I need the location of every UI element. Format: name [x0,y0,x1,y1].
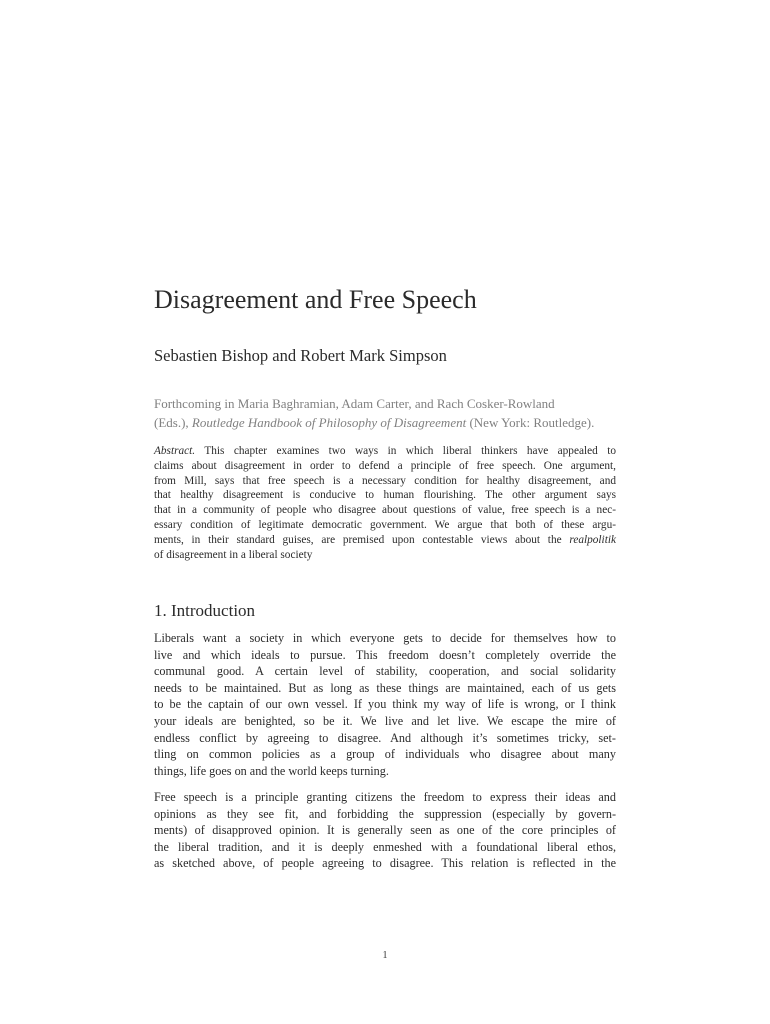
paragraph-line: to be the captain of our own vessel. If you think my way of life is wrong, or I think [154,697,616,712]
paragraph-line: ments) of disapproved opinion. It is generally seen as one of the core principles of [154,823,616,838]
page-number: 1 [382,950,388,961]
paragraph-line: needs to be maintained. But as long as these things are maintained, each of us gets [154,680,616,695]
abstract-line: from Mill, says that free speech is a necessary condition for healthy disagreement, and [154,474,616,487]
publication-note-post: (New York: Routledge). [466,415,595,430]
paragraph-line: communal good. A certain level of stability, cooperation, and social solidarity [154,664,616,679]
paragraph-line: your ideals are benighted, so be it. We live and let live. We escape the mire of [154,713,616,728]
paragraph-line: opinions as they see fit, and forbidding the suppression (especially by govern- [154,806,616,821]
abstract-line: ments, in their standard guises, are premised upon contestable views about the realpolitik [154,533,616,546]
handbook-title: Routledge Handbook of Philosophy of Disagreement [191,415,467,430]
abstract-label: Abstract. [154,445,196,457]
paragraph-line: as sketched above, of people agreeing to disagree. This relation is reflected in the [154,856,616,871]
body-paragraph-2 [154,789,616,872]
paragraph-line: tling on common policies as a group of individuals who disagree about many [154,747,616,762]
paragraph-line: things, life goes on and the world keeps turning. [154,763,389,778]
abstract-line: of disagreement in a liberal society [154,548,313,561]
paragraph-line: endless conflict by agreeing to disagree. And although it’s sometimes tricky, set- [154,730,616,745]
paragraph-line: Liberals want a society in which everyone gets to decide for themselves how to [154,631,616,645]
body-paragraph-1 [154,630,616,779]
publication-note-pre: (Eds.), [154,415,192,430]
abstract-line: that healthy disagreement is conducive to human flourishing. The other argument says [154,489,616,502]
paper-title: Disagreement and Free Speech [154,285,477,314]
paragraph-line: live and which ideals to pursue. This freedom doesn’t completely override the [154,647,616,662]
abstract-line: that in a community of people who disagree about questions of value, free speech is a nec- [154,504,616,517]
publication-note-line-1: Forthcoming in Maria Baghramian, Adam Carter, and Rach Cosker-Rowland [154,396,555,411]
section-heading: 1. Introduction [154,601,256,620]
paragraph-line: Free speech is a principle granting citizens the freedom to express their ideas and [154,790,616,804]
abstract-line: essary condition of legitimate democratic government. We argue that both of these argu- [154,518,616,531]
publication-note [154,394,614,432]
realpolitik-term: realpolitik [569,533,616,546]
paragraph-line: the liberal tradition, and it is deeply enmeshed with a foundational liberal ethos, [154,839,616,854]
publication-note-line-2 [154,413,614,432]
abstract-line: Abstract. This chapter examines two ways in which liberal thinkers have appealed to [154,445,616,457]
abstract [154,444,616,562]
paper-authors: Sebastien Bishop and Robert Mark Simpson [154,346,447,365]
abstract-line: claims about disagreement in order to defend a principle of free speech. One argument, [154,459,616,472]
